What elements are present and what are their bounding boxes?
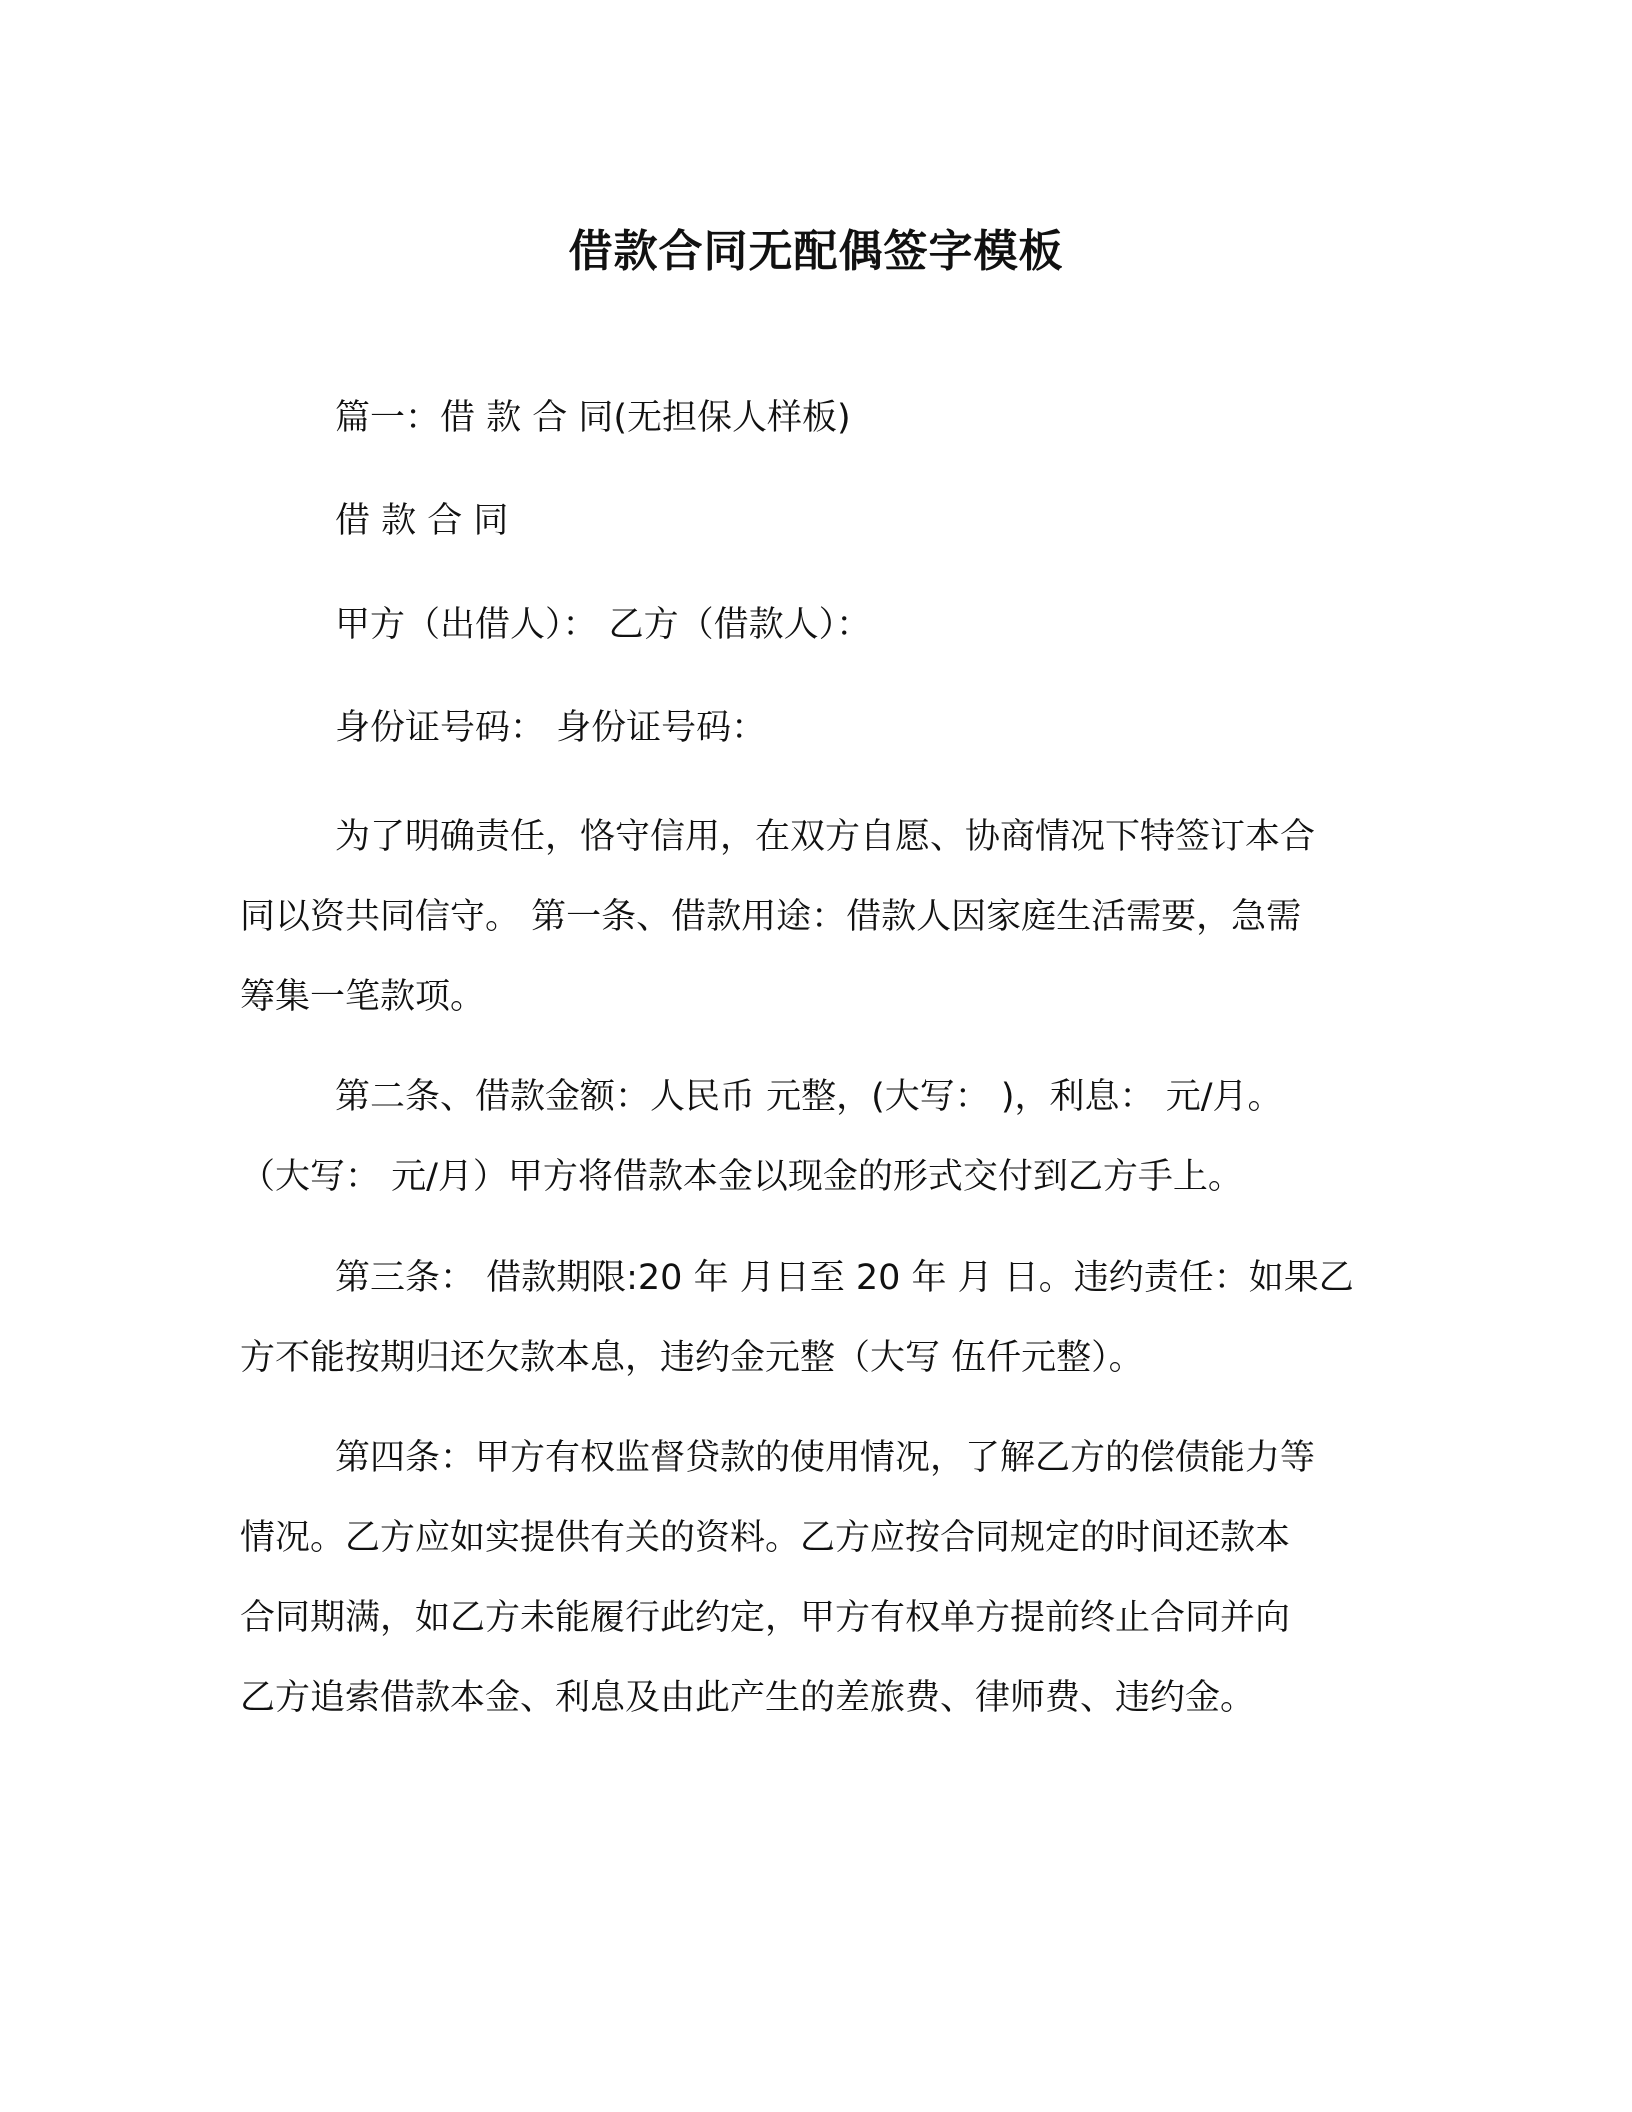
paragraph-line: 为了明确责任，恪守信用，在双方自愿、协商情况下特签订本合 [335,817,1316,857]
paragraph-line: 第三条： 借款期限:20 年 月日至 20 年 月 日。违约责任：如果乙 [335,1258,1354,1298]
paragraph-line: 同以资共同信守。 第一条、借款用途：借款人因家庭生活需要，急需 [240,897,1302,937]
paragraph-line: 情况。乙方应如实提供有关的资料。乙方应按合同规定的时间还款本 [240,1518,1291,1558]
paragraph-rights [240,1418,1380,1738]
paragraph-line: 乙方追索借款本金、利息及由此产生的差旅费、律师费、违约金。 [240,1678,1256,1718]
paragraph-line: 方不能按期归还欠款本息，违约金元整（大写 伍仟元整）。 [240,1338,1144,1378]
paragraph-line: （大写： 元/月）甲方将借款本金以现金的形式交付到乙方手上。 [240,1157,1243,1197]
id-number-line: 身份证号码： 身份证号码： [335,708,767,748]
section-heading: 篇一：借 款 合 同(无担保人样板) [335,398,851,438]
paragraph-line: 合同期满，如乙方未能履行此约定，甲方有权单方提前终止合同并向 [240,1598,1291,1638]
paragraph-term [240,1238,1380,1398]
contract-heading: 借 款 合 同 [335,501,509,541]
paragraph-line: 筹集一笔款项。 [240,977,486,1017]
paragraph-purpose [240,797,1380,1037]
paragraph-amount [240,1057,1380,1217]
document-title: 借款合同无配偶签字模板 [568,226,1064,277]
parties-line: 甲方（出借人）： 乙方（借款人）： [335,605,872,645]
paragraph-line: 第四条：甲方有权监督贷款的使用情况，了解乙方的偿债能力等 [335,1438,1316,1478]
paragraph-line: 第二条、借款金额：人民币 元整，(大写： )，利息： 元/月。 [335,1077,1283,1117]
